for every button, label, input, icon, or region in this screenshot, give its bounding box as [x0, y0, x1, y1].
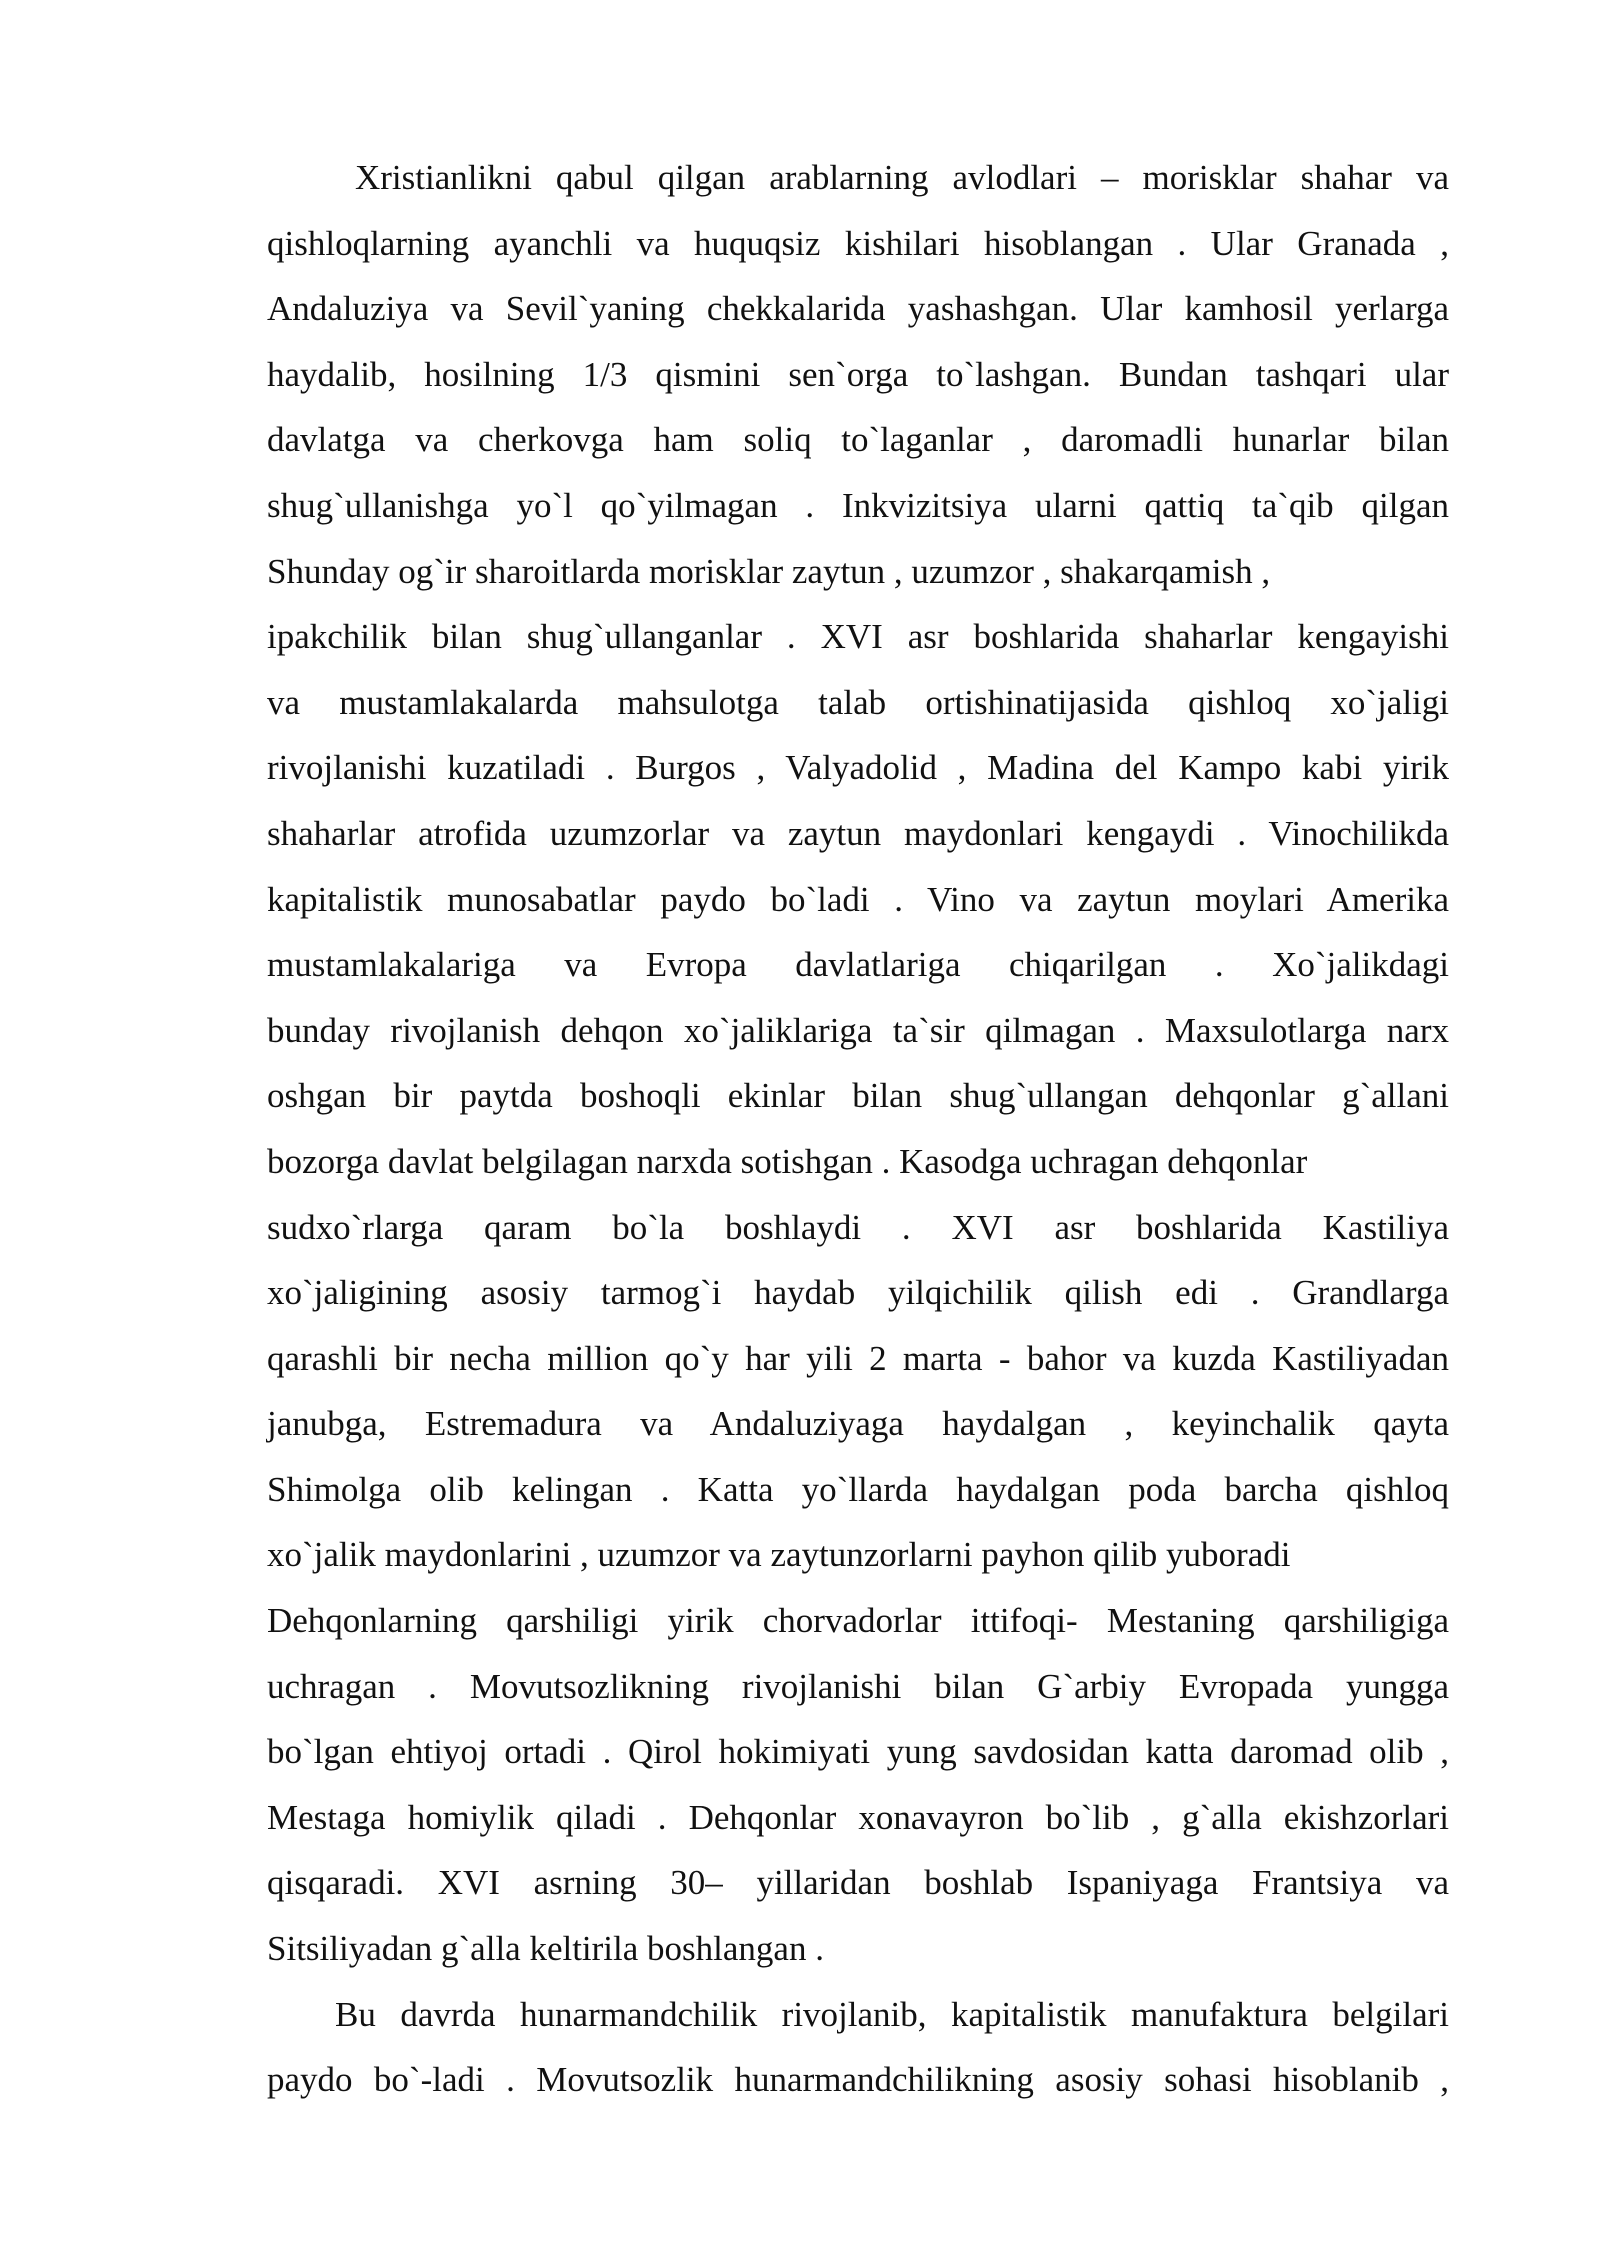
text-line: Shunday og`ir sharoitlarda morisklar zaytun , uzumzor , shakarqamish ,: [267, 551, 1271, 591]
text-line: Mestaga homiylik qiladi . Dehqonlar xonavayron bo`lib , g`alla ekishzorlari: [267, 1797, 1449, 1837]
text-line: davlatga va cherkovga ham soliq to`laganlar , daromadli hunarlar bilan: [267, 420, 1449, 460]
text-line: paydo bo`-ladi . Movutsozlik hunarmandchilikning asosiy sohasi hisoblanib ,: [267, 2060, 1449, 2100]
text-line: qarashli bir necha million qo`y har yili 2 marta - bahor va kuzda Kastiliyadan: [267, 1338, 1449, 1378]
text-line: janubga, Estremadura va Andaluziyaga haydalgan , keyinchalik qayta: [267, 1404, 1449, 1444]
text-line: kapitalistik munosabatlar paydo bo`ladi . Vino va zaytun moylari Amerika: [267, 879, 1449, 919]
text-line: shaharlar atrofida uzumzorlar va zaytun maydonlari kengaydi . Vinochilikda: [267, 813, 1449, 853]
text-line: Andaluziya va Sevil`yaning chekkalarida yashashgan. Ular kamhosil yerlarga: [267, 289, 1449, 329]
text-line: bozorga davlat belgilagan narxda sotishgan . Kasodga uchragan dehqonlar: [267, 1141, 1308, 1181]
text-line: Xristianlikni qabul qilgan arablarning avlodlari – morisklar shahar va: [355, 158, 1449, 197]
document-body: [267, 145, 1449, 2113]
text-line: oshgan bir paytda boshoqli ekinlar bilan shug`ullangan dehqonlar g`allani: [267, 1076, 1449, 1116]
text-line: Bu davrda hunarmandchilik rivojlanib, kapitalistik manufaktura belgilari: [335, 1994, 1449, 2034]
text-line: Shimolga olib kelingan . Katta yo`llarda haydalgan poda barcha qishloq: [267, 1469, 1449, 1509]
text-line: rivojlanishi kuzatiladi . Burgos , Valyadolid , Madina del Kampo kabi yirik: [267, 748, 1449, 788]
text-line: sudxo`rlarga qaram bo`la boshlaydi . XVI asr boshlarida Kastiliya: [267, 1207, 1449, 1247]
text-line: bo`lgan ehtiyoj ortadi . Qirol hokimiyati yung savdosidan katta daromad olib ,: [267, 1732, 1449, 1772]
text-line: va mustamlakalarda mahsulotga talab ortishinatijasida qishloq xo`jaligi: [267, 682, 1449, 722]
text-line: xo`jaligining asosiy tarmog`i haydab yilqichilik qilish edi . Grandlarga: [267, 1273, 1449, 1313]
text-line: Dehqonlarning qarshiligi yirik chorvadorlar ittifoqi- Mestaning qarshiligiga: [267, 1601, 1449, 1641]
text-line: xo`jalik maydonlarini , uzumzor va zaytunzorlarni payhon qilib yuboradi: [267, 1535, 1291, 1575]
text-line: qishloqlarning ayanchli va huquqsiz kishilari hisoblangan . Ular Granada ,: [267, 223, 1449, 263]
text-line: ipakchilik bilan shug`ullanganlar . XVI asr boshlarida shaharlar kengayishi: [267, 617, 1449, 657]
text-line: Sitsiliyadan g`alla keltirila boshlangan .: [267, 1929, 824, 1969]
text-line: bunday rivojlanish dehqon xo`jaliklariga ta`sir qilmagan . Maxsulotlarga narx: [267, 1010, 1449, 1050]
text-line: uchragan . Movutsozlikning rivojlanishi bilan G`arbiy Evropada yungga: [267, 1666, 1449, 1706]
text-line: qisqaradi. XVI asrning 30– yillaridan boshlab Ispaniyaga Frantsiya va: [267, 1863, 1449, 1903]
text-line: haydalib, hosilning 1/3 qismini sen`orga to`lashgan. Bundan tashqari ular: [267, 354, 1449, 394]
text-line: mustamlakalariga va Evropa davlatlariga chiqarilgan . Xo`jalikdagi: [267, 945, 1449, 985]
text-line: shug`ullanishga yo`l qo`yilmagan . Inkvizitsiya ularni qattiq ta`qib qilgan: [267, 485, 1449, 525]
